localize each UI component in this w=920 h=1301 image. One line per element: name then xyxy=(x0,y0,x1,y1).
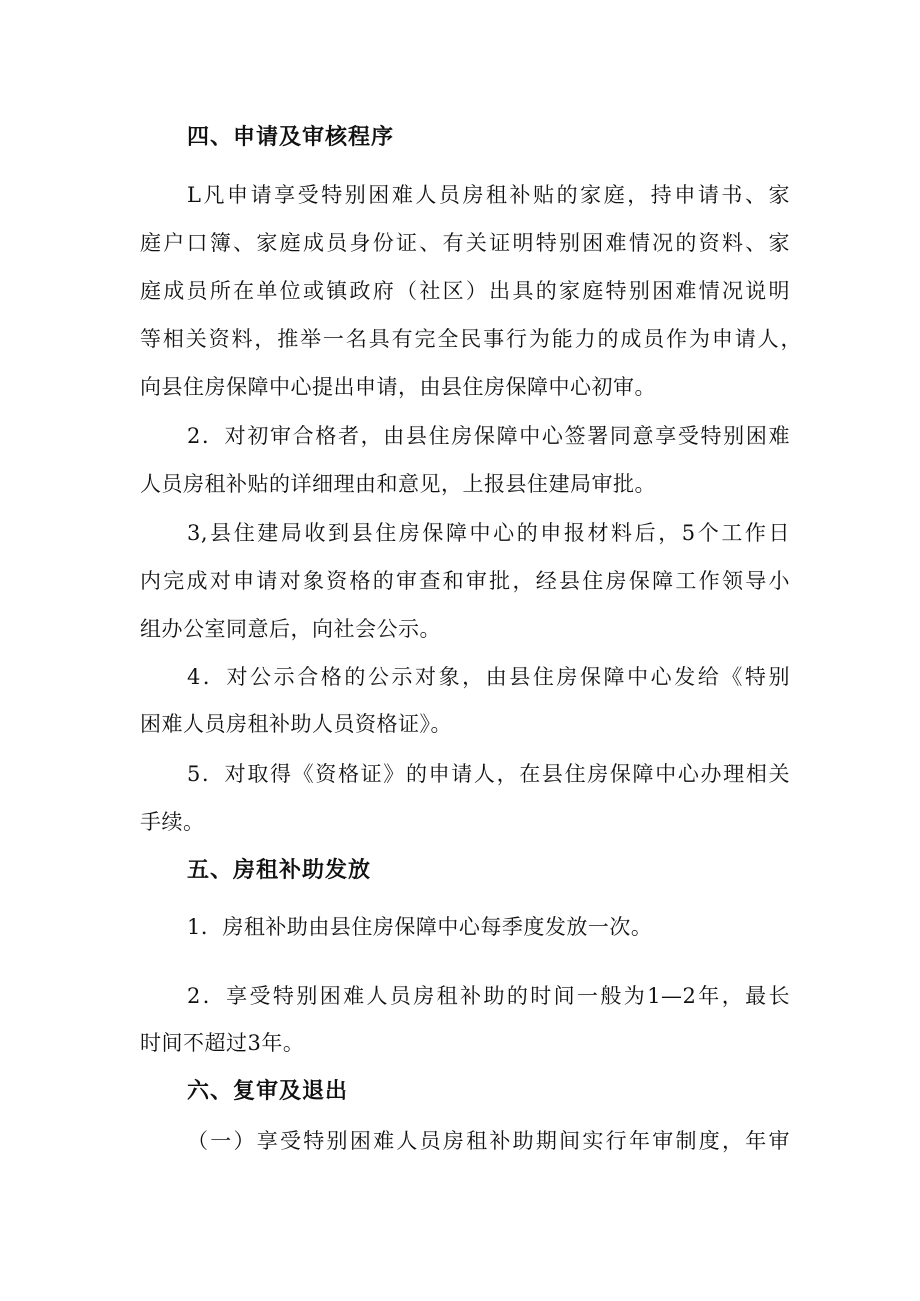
paragraph-line: 向县住房保障中心提出申请，由县住房保障中心初审。 xyxy=(140,375,656,399)
paragraph-line: 2．享受特别困难人员房租补助的时间一般为1—2年，最长 xyxy=(187,984,790,1008)
paragraph-line: 5．对取得《资格证》的申请人，在县住房保障中心办理相关 xyxy=(187,762,790,786)
paragraph-line: 时间不超过3年。 xyxy=(140,1031,305,1055)
section-4-heading: 四、申请及审核程序 xyxy=(187,125,395,150)
paragraph-line: 等相关资料，推举一名具有完全民事行为能力的成员作为申请人， xyxy=(140,327,802,351)
paragraph-line: （一）享受特别困难人员房租补助期间实行年审制度，年审 xyxy=(187,1129,790,1153)
paragraph-line: 庭成员所在单位或镇政府（社区）出具的家庭特别困难情况说明 xyxy=(140,279,790,303)
paragraph-line: 4．对公示合格的公示对象，由县住房保障中心发给《特别 xyxy=(187,665,790,689)
paragraph-line: 人员房租补贴的详细理由和意见，上报县住建局审批。 xyxy=(140,472,656,496)
paragraph-line: 1．房租补助由县住房保障中心每季度发放一次。 xyxy=(187,915,653,939)
section-6-heading: 六、复审及退出 xyxy=(187,1079,349,1104)
paragraph-line: 内完成对申请对象资格的审查和审批，经县住房保障工作领导小 xyxy=(140,569,790,593)
paragraph-line: 组办公室同意后，向社会公示。 xyxy=(140,617,441,641)
paragraph-line: 困难人员房租补助人员资格证》。 xyxy=(140,712,452,736)
paragraph-line: 3,县住建局收到县住房保障中心的申报材料后，5个工作日 xyxy=(187,521,790,545)
paragraph-line: 庭户口簿、家庭成员身份证、有关证明特别困难情况的资料、家 xyxy=(140,231,790,255)
section-5-heading: 五、房租补助发放 xyxy=(187,858,372,883)
paragraph-line: 2．对初审合格者，由县住房保障中心签署同意享受特别困难 xyxy=(187,424,790,448)
paragraph-line: L凡申请享受特别困难人员房租补贴的家庭，持申请书、家 xyxy=(187,183,790,207)
paragraph-line: 手续。 xyxy=(140,810,205,834)
